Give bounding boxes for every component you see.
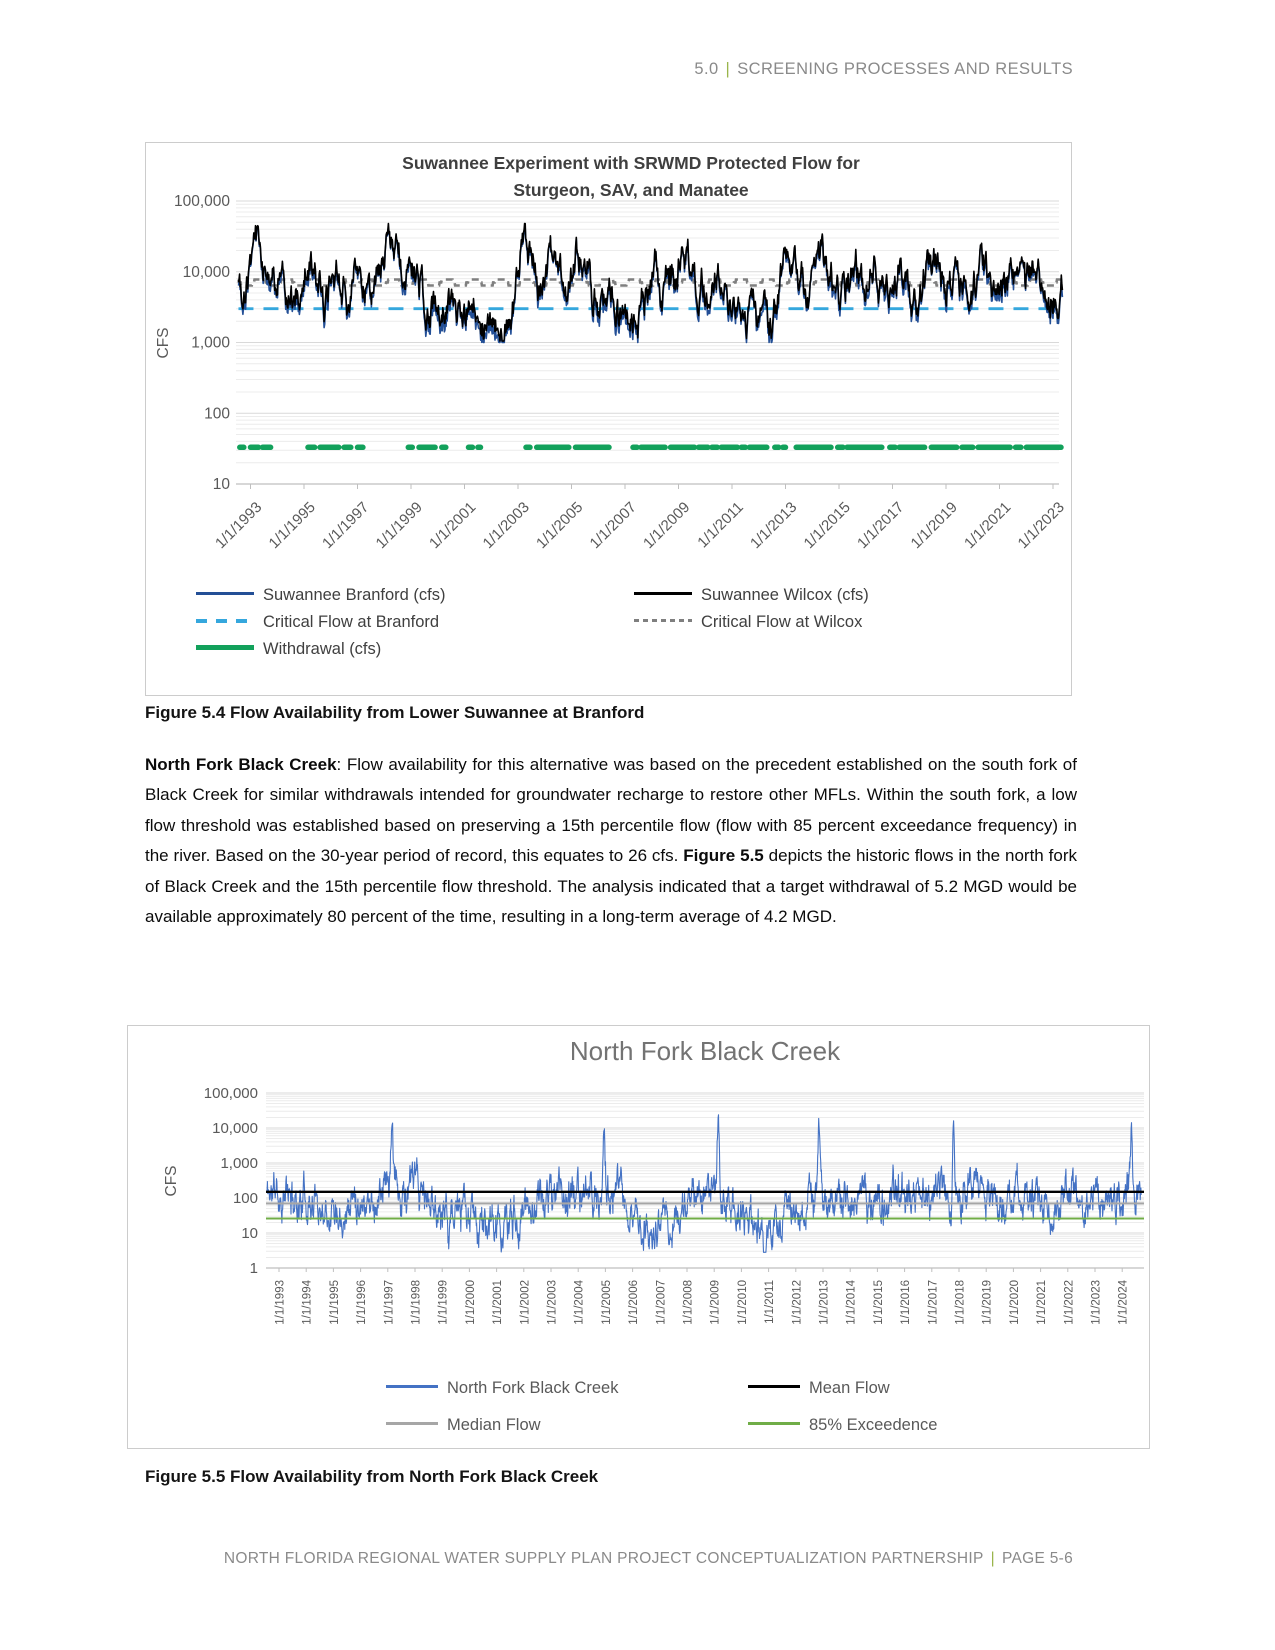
svg-text:1/1/2007: 1/1/2007 <box>655 1280 668 1325</box>
svg-text:1/1/2024: 1/1/2024 <box>1117 1280 1130 1325</box>
legend-item-north-fork-black-creek <box>386 1379 618 1398</box>
svg-text:1/1/2005: 1/1/2005 <box>533 498 587 553</box>
footer-page-number: PAGE 5-6 <box>1001 1550 1073 1567</box>
legend-item-median-flow <box>386 1416 541 1435</box>
paragraph-run: depicts the historic flows in the north fork of Black Creek and the 15th percentile flow threshold. The analysis indicated that a target withdrawal of 5.2 MGD would be available approximately 80 percent of the time, resulting in a long-term average of 4.2 MGD. <box>145 846 1077 927</box>
figure-5-4-caption: Figure 5.4 Flow Availability from Lower Suwannee at Branford <box>145 703 645 722</box>
svg-text:100: 100 <box>204 405 230 423</box>
chart1-title-line1: Suwannee Experiment with SRWMD Protected Flow for <box>402 153 860 173</box>
svg-text:1/1/2021: 1/1/2021 <box>961 498 1015 553</box>
legend-label-suwannee-wilcox: Suwannee Wilcox (cfs) <box>701 586 869 604</box>
legend-label-mean-flow: Mean Flow <box>809 1379 890 1397</box>
svg-text:CFS: CFS <box>163 1165 180 1197</box>
legend-swatch-critical-flow-wilcox <box>634 619 692 622</box>
legend-label-north-fork-black-creek: North Fork Black Creek <box>447 1379 619 1397</box>
legend-item-mean-flow <box>748 1379 890 1398</box>
svg-text:1/1/2003: 1/1/2003 <box>546 1280 559 1325</box>
svg-text:1/1/1999: 1/1/1999 <box>372 498 426 553</box>
svg-text:1/1/1998: 1/1/1998 <box>410 1280 423 1325</box>
svg-text:1/1/2006: 1/1/2006 <box>628 1280 641 1325</box>
svg-text:1/1/2005: 1/1/2005 <box>600 1280 613 1325</box>
svg-text:1/1/2011: 1/1/2011 <box>694 498 747 552</box>
svg-text:1: 1 <box>249 1260 258 1277</box>
legend-item-withdrawal <box>196 640 381 659</box>
legend-swatch-85-exceedence <box>748 1422 800 1425</box>
svg-text:1/1/1995: 1/1/1995 <box>328 1280 341 1325</box>
legend-label-withdrawal: Withdrawal (cfs) <box>263 640 382 658</box>
svg-text:1/1/2015: 1/1/2015 <box>800 498 854 553</box>
svg-text:1,000: 1,000 <box>220 1155 258 1172</box>
chart1-title-line2: Sturgeon, SAV, and Manatee <box>513 180 749 201</box>
paragraph-run: : Flow availability for this alternative was based on the precedent established on the south fork of Black Creek for similar withdrawals intended for groundwater recharge to restore other MFLs. Within the south fork, a low flow threshold was established based on preserving a 15th percentile flow (flow with 85 percent exceedance frequency) in the river. Based on the 30-year period of record, this equates to 26 cfs. <box>145 755 1077 866</box>
legend-label-85-exceedence: 85% Exceedence <box>809 1416 938 1434</box>
legend-swatch-suwannee-wilcox <box>634 592 692 595</box>
figure-5-5-caption: Figure 5.5 Flow Availability from North Fork Black Creek <box>145 1467 599 1486</box>
paragraph-run: Figure 5.5 <box>683 846 764 866</box>
svg-text:1/1/2023: 1/1/2023 <box>1014 498 1068 553</box>
svg-text:1/1/2004: 1/1/2004 <box>573 1280 586 1325</box>
legend-swatch-withdrawal <box>196 645 254 650</box>
header-separator: | <box>725 60 731 78</box>
svg-text:10: 10 <box>212 476 230 493</box>
svg-text:1/1/2013: 1/1/2013 <box>747 498 801 553</box>
svg-text:1/1/2018: 1/1/2018 <box>954 1280 967 1325</box>
svg-text:1/1/2023: 1/1/2023 <box>1090 1280 1103 1325</box>
svg-text:1/1/2002: 1/1/2002 <box>519 1280 532 1325</box>
paragraph-run: North Fork Black Creek <box>145 755 337 774</box>
legend-item-85-exceedence <box>748 1416 937 1435</box>
legend-item-suwannee-branford <box>196 586 446 605</box>
legend-label-critical-flow-wilcox: Critical Flow at Wilcox <box>701 613 863 631</box>
svg-text:100: 100 <box>232 1190 258 1207</box>
legend-swatch-critical-flow-branford <box>196 619 254 623</box>
svg-text:1/1/2010: 1/1/2010 <box>736 1280 749 1325</box>
page-header <box>0 60 1073 79</box>
svg-text:1/1/2012: 1/1/2012 <box>791 1280 804 1325</box>
svg-text:1/1/2021: 1/1/2021 <box>1036 1280 1049 1325</box>
svg-text:1/1/2008: 1/1/2008 <box>682 1280 695 1325</box>
svg-text:CFS: CFS <box>155 327 172 359</box>
footer-text: NORTH FLORIDA REGIONAL WATER SUPPLY PLAN PROJECT CONCEPTUALIZATION PARTNERSHIP <box>223 1550 984 1567</box>
header-title: SCREENING PROCESSES AND RESULTS <box>737 60 1073 78</box>
legend-label-suwannee-branford: Suwannee Branford (cfs) <box>263 586 446 604</box>
svg-text:1/1/2015: 1/1/2015 <box>872 1280 885 1325</box>
legend-swatch-suwannee-branford <box>196 592 254 595</box>
svg-text:1/1/2007: 1/1/2007 <box>586 498 640 553</box>
svg-text:1/1/1994: 1/1/1994 <box>301 1280 314 1325</box>
svg-text:10,000: 10,000 <box>212 1120 258 1137</box>
footer-separator: | <box>990 1550 995 1567</box>
legend-item-critical-flow-wilcox <box>634 613 862 632</box>
legend-label-critical-flow-branford: Critical Flow at Branford <box>263 613 440 631</box>
svg-text:1/1/2017: 1/1/2017 <box>854 498 908 553</box>
svg-text:1/1/1993: 1/1/1993 <box>274 1280 287 1325</box>
svg-text:100,000: 100,000 <box>173 193 230 210</box>
svg-text:1/1/2016: 1/1/2016 <box>900 1280 913 1325</box>
page-footer <box>0 1550 1073 1568</box>
figure-5-5-chart-frame <box>127 1025 1150 1449</box>
svg-text:1/1/2013: 1/1/2013 <box>818 1280 831 1325</box>
svg-text:100,000: 100,000 <box>203 1085 258 1102</box>
legend-label-median-flow: Median Flow <box>447 1416 541 1434</box>
svg-text:1/1/1993: 1/1/1993 <box>212 498 266 553</box>
header-section-number: 5.0 <box>694 60 719 78</box>
chart2-title: North Fork Black Creek <box>569 1036 841 1066</box>
north-fork-chart-plot <box>128 1026 1149 1448</box>
svg-text:1/1/2022: 1/1/2022 <box>1063 1280 1076 1325</box>
svg-text:1/1/2000: 1/1/2000 <box>464 1280 477 1325</box>
svg-text:10: 10 <box>241 1225 258 1242</box>
svg-text:1/1/2001: 1/1/2001 <box>426 498 480 553</box>
legend-swatch-mean-flow <box>748 1385 800 1388</box>
body-paragraph <box>145 750 1077 932</box>
svg-text:1/1/2019: 1/1/2019 <box>981 1280 994 1325</box>
figure-5-4-chart-frame <box>145 142 1072 696</box>
svg-text:1/1/2009: 1/1/2009 <box>640 498 694 553</box>
legend-item-suwannee-wilcox <box>634 586 869 605</box>
svg-text:1/1/2020: 1/1/2020 <box>1008 1280 1021 1325</box>
svg-text:1/1/1999: 1/1/1999 <box>437 1280 450 1325</box>
svg-text:1/1/2011: 1/1/2011 <box>764 1280 777 1324</box>
svg-text:1/1/2014: 1/1/2014 <box>845 1280 858 1325</box>
svg-text:1/1/2009: 1/1/2009 <box>709 1280 722 1325</box>
legend-swatch-median-flow <box>386 1422 438 1425</box>
svg-text:1/1/2001: 1/1/2001 <box>492 1280 505 1325</box>
svg-text:1/1/2003: 1/1/2003 <box>479 498 533 553</box>
svg-text:1/1/1997: 1/1/1997 <box>319 498 373 553</box>
svg-text:10,000: 10,000 <box>182 263 230 281</box>
svg-text:1/1/2017: 1/1/2017 <box>927 1280 940 1325</box>
svg-text:1/1/1997: 1/1/1997 <box>383 1280 396 1325</box>
legend-item-critical-flow-branford <box>196 613 439 632</box>
svg-text:1/1/2019: 1/1/2019 <box>907 498 961 553</box>
svg-text:1/1/1996: 1/1/1996 <box>356 1280 369 1325</box>
svg-text:1/1/1995: 1/1/1995 <box>265 498 319 553</box>
legend-swatch-north-fork-black-creek <box>386 1385 438 1388</box>
svg-text:1,000: 1,000 <box>191 334 230 352</box>
